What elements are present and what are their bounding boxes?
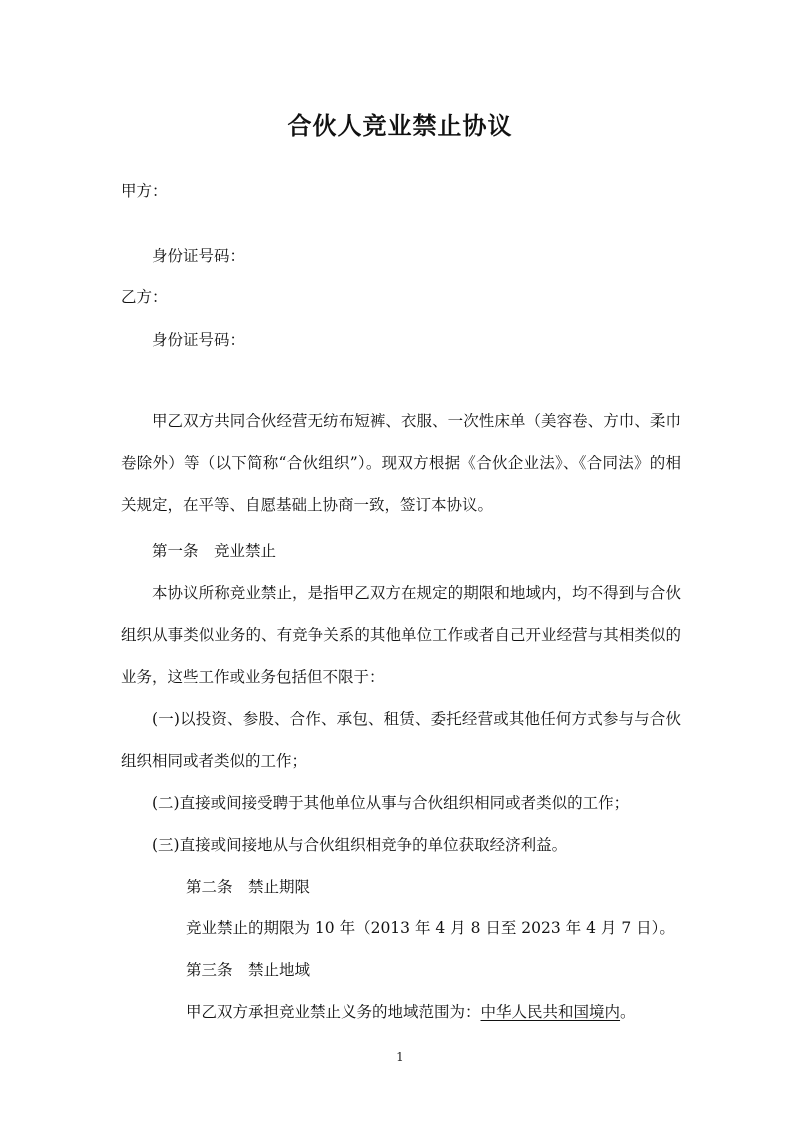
article3-region: 中华人民共和国境内 [480,1003,621,1021]
intro-paragraph: 甲乙双方共同合伙经营无纺布短裤、衣服、一次性床单（美容卷、方巾、柔巾卷除外）等（以下简称“合伙组织”）。现双方根据《合伙企业法》、《合同法》的相关规定，在平等、自愿基础上协商一致，签订本协议。 [121,412,681,514]
party-b-label: 乙方： [121,288,168,306]
page-number: 1 [396,1050,404,1064]
article3-body [186,1002,636,1022]
article1-item1: (一)以投资、参股、合作、承包、租赁、委托经营或其他任何方式参与与合伙组织相同或者类似的工作； [121,710,681,770]
document-title: 合伙人竞业禁止协议 [287,112,513,140]
article1-body: 本协议所称竞业禁止，是指甲乙双方在规定的期限和地域内，均不得到与合伙组织从事类似业务的、有竞争关系的其他单位工作或者自己开业经营与其相类似的业务，这些工作或业务包括但不限于： [121,584,681,686]
party-a-id-label: 身份证号码： [152,247,246,265]
party-a-label: 甲方： [121,182,168,200]
article1-heading: 第一条 竞业禁止 [152,542,277,560]
article3-body-prefix: 甲乙双方承担竞业禁止义务的地域范围为： [186,1003,481,1021]
party-b-id-label: 身份证号码： [152,331,246,349]
article1-item3: (三)直接或间接地从与合伙组织相竞争的单位获取经济利益。 [152,836,568,854]
article3-body-suffix: 。 [620,1003,636,1021]
article1-item2: (二)直接或间接受聘于其他单位从事与合伙组织相同或者类似的工作； [152,794,630,812]
article2-heading: 第二条 禁止期限 [186,878,311,896]
article2-body: 竞业禁止的期限为 10 年（2013 年 4 月 8 日至 2023 年 4 月 7 日）。 [186,919,675,937]
article3-heading: 第三条 禁止地域 [186,961,311,979]
